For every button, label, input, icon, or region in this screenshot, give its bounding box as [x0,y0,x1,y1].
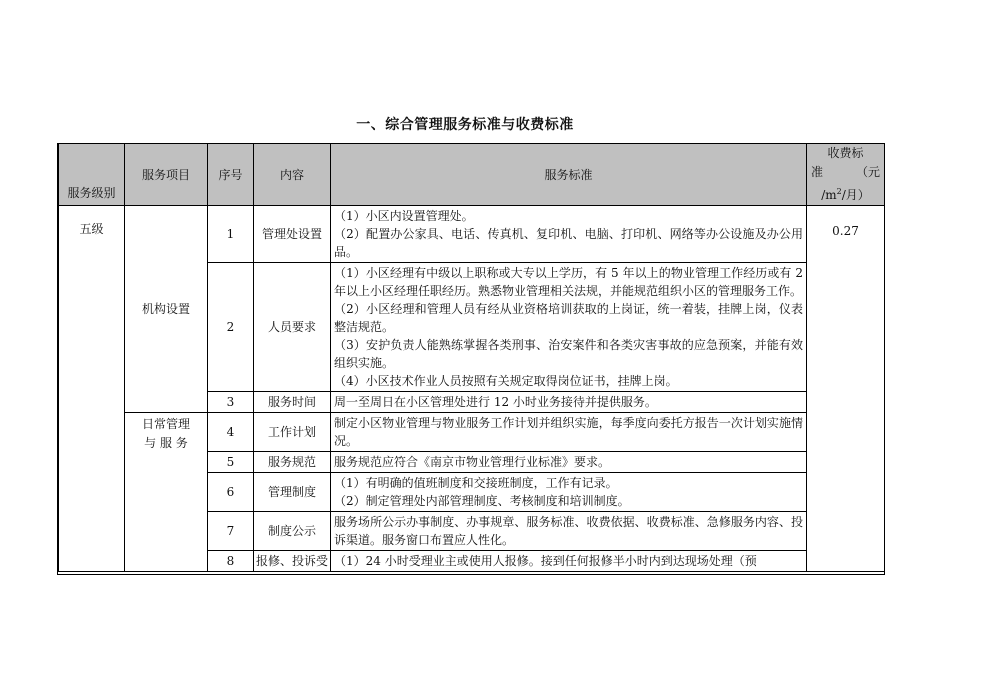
row-standard: （1）24 小时受理业主或使用人报修。接到任何报修半小时内到达现场处理（预 [331,551,807,572]
row-content: 报修、投诉受 [254,551,331,572]
header-row [59,144,885,206]
row-standard: 制定小区物业管理与物业服务工作计划并组织实施，每季度向委托方报告一次计划实施情况。 [331,413,807,452]
row-standard: （1）小区内设置管理处。 （2）配置办公家具、电话、传真机、复印机、电脑、打印机、网络等办公设施及办公用品。 [331,206,807,263]
row-content: 人员要求 [254,263,331,392]
row-content: 管理处设置 [254,206,331,263]
header-seq: 序号 [208,144,254,206]
table-row [59,206,885,263]
header-item: 服务项目 [125,144,208,206]
header-standard: 服务标准 [331,144,807,206]
row-content: 制度公示 [254,512,331,551]
row-standard: （1）小区经理有中级以上职称或大专以上学历，有 5 年以上的物业管理工作经历或有 2 年以上小区经理任职经历。熟悉物业管理相关法规，并能规范组织小区的管理服务工作。 （2）小区经理和管理人员有经从业资格培训获取的上岗证，统一着装，挂牌上岗，仪表整洁规范。 （3）安护负责人能熟练掌握各类刑事、治安案件和各类灾害事故的应急预案，并能有效组织实施。 （4）小区技术作业人员按照有关规定取得岗位证书，挂牌上岗。 [331,263,807,392]
row-seq: 2 [208,263,254,392]
service-standard-table [57,143,885,575]
row-seq: 1 [208,206,254,263]
row-seq: 4 [208,413,254,452]
row-seq: 6 [208,473,254,512]
service-level: 五级 [59,206,125,572]
group-org: 机构设置 [125,206,208,413]
row-seq: 3 [208,392,254,413]
fee-value: 0.27 [807,206,885,572]
row-content: 服务规范 [254,452,331,473]
row-seq: 8 [208,551,254,572]
row-content: 服务时间 [254,392,331,413]
header-level: 服务级别 [59,144,125,206]
row-content: 管理制度 [254,473,331,512]
row-content: 工作计划 [254,413,331,452]
table-row [59,413,885,452]
row-seq: 5 [208,452,254,473]
row-seq: 7 [208,512,254,551]
header-content: 内容 [254,144,331,206]
row-standard: 周一至周日在小区管理处进行 12 小时业务接待并提供服务。 [331,392,807,413]
header-fee: 收费标 准 （元 $/m^2/$月） [807,144,885,206]
row-standard: （1）有明确的值班制度和交接班制度，工作有记录。 （2）制定管理处内部管理制度、考核制度和培训制度。 [331,473,807,512]
page-title: 一、综合管理服务标准与收费标准 [356,117,574,133]
row-standard: 服务规范应符合《南京市物业管理行业标准》要求。 [331,452,807,473]
group-daily: 日常管理 与 服 务 [125,413,208,572]
row-standard: 服务场所公示办事制度、办事规章、服务标准、收费依据、收费标准、急修服务内容、投诉渠道。服务窗口布置应人性化。 [331,512,807,551]
